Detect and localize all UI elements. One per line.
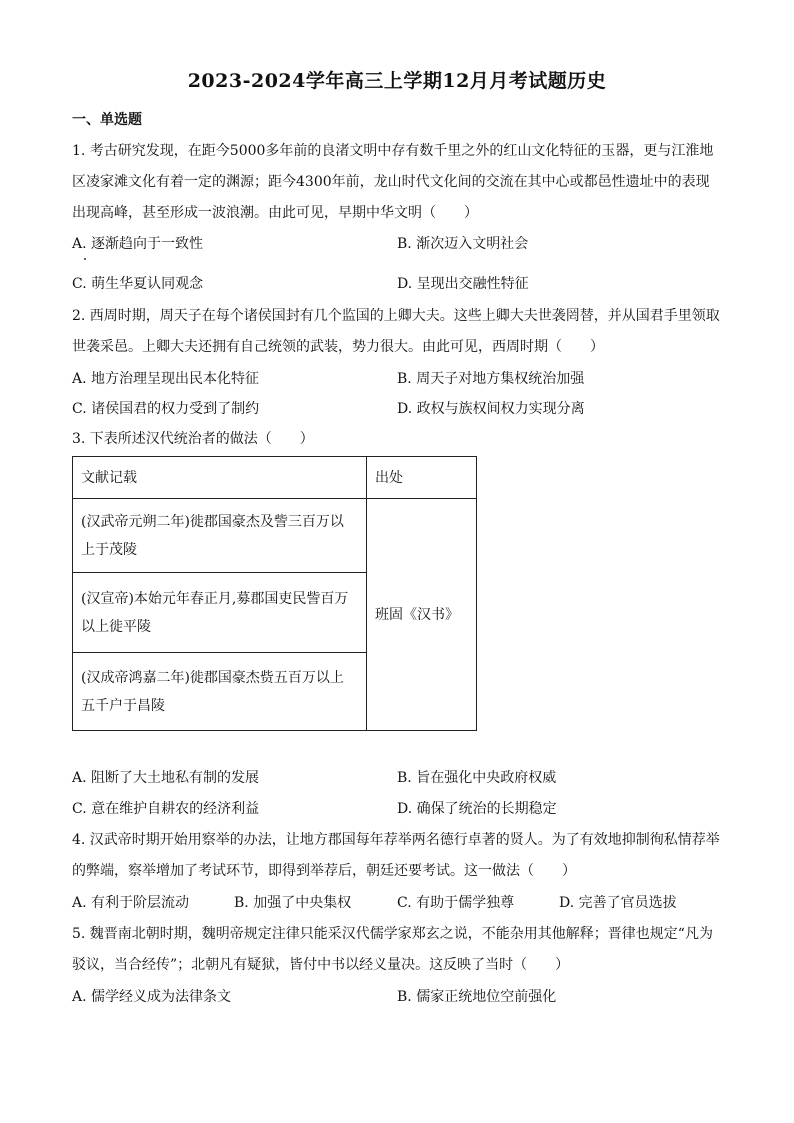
question-3-option-d: D. 确保了统治的长期稳定 [397, 801, 557, 817]
question-2-line-1: 2. 西周时期，周天子在每个诸侯国封有几个监国的上卿大夫。这些上卿大夫世袭罔替，并从国君手里领取 [72, 308, 720, 324]
question-4-option-b: B. 加强了中央集权 [234, 895, 352, 911]
record-line: 五千户于昌陵 [81, 697, 165, 714]
question-4-line-2: 的弊端，察举增加了考试环节，即得到举荐后，朝廷还要考试。这一做法（ ） [72, 863, 576, 879]
question-4-option-a: A. 有利于阶层流动 [72, 895, 190, 911]
source-table [72, 456, 477, 731]
table-row [73, 499, 477, 573]
question-4-line-1: 4. 汉武帝时期开始用察举的办法，让地方郡国每年荐举两名德行卓著的贤人。为了有效地抑制徇私情荐举 [72, 832, 720, 848]
question-3-option-c: C. 意在维护自耕农的经济利益 [72, 801, 260, 817]
question-2-option-d: D. 政权与族权间权力实现分离 [397, 401, 585, 417]
record-line: (汉宣帝)本始元年春正月,募郡国吏民訾百万 [81, 590, 349, 607]
question-5-line-1: 5. 魏晋南北朝时期，魏明帝规定注律只能采汉代儒学家郑玄之说，不能杂用其他解释；晋律也规定“凡为 [72, 926, 713, 942]
question-1-option-b: B. 渐次迈入文明社会 [397, 236, 529, 252]
question-2-line-2: 世袭采邑。上卿大夫还拥有自己统领的武装，势力很大。由此可见，西周时期（ ） [72, 339, 604, 355]
table-cell-source: 班固《汉书》 [367, 499, 477, 731]
question-3-option-a: A. 阻断了大土地私有制的发展 [72, 770, 260, 786]
question-5-option-b: B. 儒家正统地位空前强化 [397, 989, 557, 1005]
question-1-option-d: D. 呈现出交融性特征 [397, 276, 529, 292]
question-1-option-c: C. 萌生华夏认同观念 [72, 276, 204, 292]
table-cell-record [73, 499, 367, 573]
question-3-stem: 3. 下表所述汉代统治者的做法（ ） [72, 431, 314, 447]
table-header-source: 出处 [367, 457, 477, 499]
question-5-line-2: 驳议，当合经传”；北朝凡有疑狱，皆付中书以经义量决。这反映了当时（ ） [72, 957, 570, 973]
question-2-option-a: A. 地方治理呈现出民本化特征 [72, 371, 260, 387]
record-line: 上于茂陵 [81, 541, 137, 558]
stray-dot [84, 258, 86, 260]
record-line: 以上徙平陵 [81, 618, 151, 635]
question-2-option-b: B. 周天子对地方集权统治加强 [397, 371, 585, 387]
question-4-option-d: D. 完善了官员选拔 [559, 895, 677, 911]
table-cell-record [73, 653, 367, 731]
question-1-line-3: 出现高峰，甚至形成一波浪潮。由此可见，早期中华文明（ ） [72, 205, 478, 221]
question-1-line-2: 区凌家滩文化有着一定的渊源；距今4300年前，龙山时代文化间的交流在其中心或都邑性遗址中的表现 [72, 174, 710, 190]
record-line: (汉武帝元朔二年)徙郡国豪杰及訾三百万以 [81, 513, 344, 530]
question-2-option-c: C. 诸侯国君的权力受到了制约 [72, 401, 260, 417]
question-1-line-1: 1. 考古研究发现，在距今5000多年前的良渚文明中存有数千里之外的红山文化特征的玉器，更与江淮地 [72, 143, 714, 159]
question-3-option-b: B. 旨在强化中央政府权威 [397, 770, 557, 786]
table-cell-record [73, 573, 367, 653]
question-5-option-a: A. 儒学经义成为法律条文 [72, 989, 232, 1005]
page-title: 2023-2024学年高三上学期12月月考试题历史 [187, 70, 607, 92]
section-heading: 一、单选题 [72, 112, 142, 128]
question-1-option-a: A. 逐渐趋向于一致性 [72, 236, 204, 252]
record-line: (汉成帝鸿嘉二年)徙郡国豪杰赀五百万以上 [81, 669, 344, 686]
table-header-record: 文献记载 [73, 457, 367, 499]
question-4-option-c: C. 有助于儒学独尊 [397, 895, 515, 911]
